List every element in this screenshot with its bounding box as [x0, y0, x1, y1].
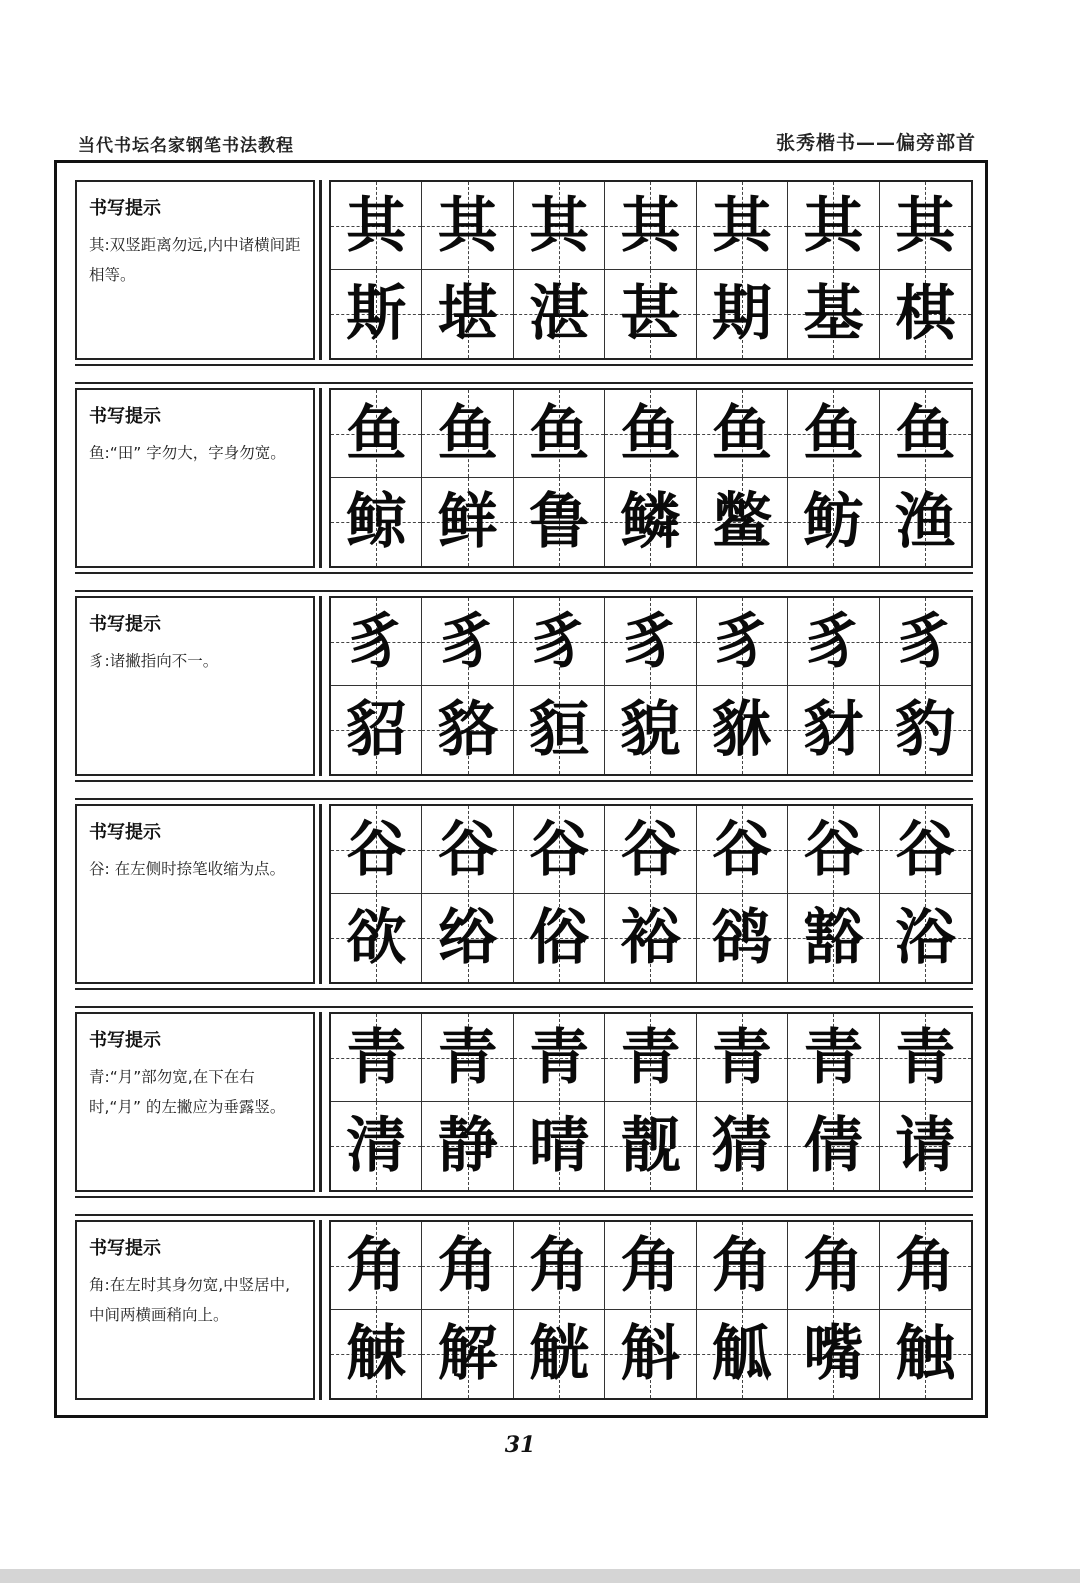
- character: 豸: [437, 606, 498, 677]
- character: 清: [346, 1111, 407, 1181]
- grid-cell: [880, 806, 971, 894]
- grid-cell: [422, 478, 513, 566]
- grid-cell: [880, 390, 971, 478]
- character-grid: [329, 1012, 973, 1192]
- character: 青: [346, 1022, 407, 1093]
- character: 青: [437, 1022, 498, 1093]
- character: 貉: [437, 695, 498, 765]
- tip-box: [75, 804, 315, 984]
- character: 倩: [803, 1111, 864, 1181]
- divider: [319, 804, 322, 984]
- divider: [319, 1220, 322, 1400]
- grid-cell: [422, 894, 513, 982]
- character: 角: [529, 1230, 590, 1301]
- character: 鱼: [529, 398, 590, 469]
- character-grid: [329, 180, 973, 360]
- grid-cell: [880, 1310, 971, 1398]
- grid-cell: [788, 1222, 879, 1310]
- grid-cell: [331, 182, 422, 270]
- divider: [319, 388, 322, 568]
- grid-cell: [880, 182, 971, 270]
- character: 谷: [529, 814, 590, 885]
- tip-title: 书写提示: [89, 1030, 161, 1051]
- grid-cell: [422, 686, 513, 774]
- practice-section: [75, 1220, 973, 1400]
- grid-cell: [605, 182, 696, 270]
- grid-cell: [697, 478, 788, 566]
- character: 斛: [620, 1319, 681, 1389]
- grid-cell: [788, 270, 879, 358]
- grid-cell: [422, 270, 513, 358]
- grid-cell: [697, 390, 788, 478]
- grid-cell: [514, 270, 605, 358]
- character: 静: [437, 1111, 498, 1181]
- tip-box: [75, 1012, 315, 1192]
- practice-section: [75, 596, 973, 776]
- tip-title: 书写提示: [89, 1238, 161, 1259]
- tip-text: 其:双竖距离勿远,内中诸横间距相等。: [89, 236, 301, 284]
- character: 青: [803, 1022, 864, 1093]
- grid-cell: [422, 1310, 513, 1398]
- tip-text: 豸:诸撇指向不一。: [89, 652, 219, 670]
- tip-box: [75, 388, 315, 568]
- grid-cell: [605, 1014, 696, 1102]
- grid-cell: [880, 270, 971, 358]
- character: 裕: [620, 903, 681, 973]
- character: 绤: [437, 903, 498, 973]
- character: 鳖: [711, 487, 772, 557]
- character: 其: [437, 190, 498, 261]
- grid-cell: [697, 1310, 788, 1398]
- grid-cell: [605, 598, 696, 686]
- character: 浴: [895, 903, 956, 973]
- character: 请: [895, 1111, 956, 1181]
- book-title: 当代书坛名家钢笔书法教程: [78, 136, 294, 156]
- section-gap: [75, 572, 973, 592]
- grid-cell: [514, 1222, 605, 1310]
- grid-cell: [697, 1014, 788, 1102]
- grid-cell: [697, 1102, 788, 1190]
- grid-cell: [788, 806, 879, 894]
- character: 觥: [529, 1319, 590, 1389]
- practice-section: [75, 180, 973, 360]
- character: 青: [711, 1022, 772, 1093]
- character: 渔: [895, 487, 956, 557]
- character: 斯: [346, 279, 407, 349]
- grid-cell: [605, 1222, 696, 1310]
- character: 豁: [803, 903, 864, 973]
- grid-cell: [422, 390, 513, 478]
- character: 鹆: [711, 903, 772, 973]
- character: 豹: [895, 695, 956, 765]
- section-gap: [75, 1196, 973, 1216]
- grid-cell: [331, 390, 422, 478]
- tip-box: [75, 596, 315, 776]
- grid-cell: [514, 1102, 605, 1190]
- tip-title: 书写提示: [89, 614, 161, 635]
- grid-cell: [697, 894, 788, 982]
- grid-cell: [788, 1014, 879, 1102]
- grid-cell: [331, 478, 422, 566]
- grid-cell: [605, 478, 696, 566]
- grid-cell: [788, 1102, 879, 1190]
- character: 豸: [711, 606, 772, 677]
- tip-title: 书写提示: [89, 822, 161, 843]
- tip-box: [75, 1220, 315, 1400]
- character: 貌: [620, 695, 681, 765]
- grid-cell: [880, 894, 971, 982]
- grid-cell: [605, 270, 696, 358]
- character: 觚: [711, 1319, 772, 1389]
- practice-section: [75, 804, 973, 984]
- character: 角: [711, 1230, 772, 1301]
- grid-cell: [697, 806, 788, 894]
- grid-cell: [514, 598, 605, 686]
- character: 角: [803, 1230, 864, 1301]
- character: 湛: [529, 279, 590, 349]
- tip-title: 书写提示: [89, 406, 161, 427]
- character: 其: [711, 190, 772, 261]
- tip-text: 鱼:“田” 字勿大，字身勿宽。: [89, 444, 286, 462]
- grid-cell: [331, 806, 422, 894]
- character: 其: [620, 190, 681, 261]
- character: 鲂: [803, 487, 864, 557]
- character: 靓: [620, 1111, 681, 1181]
- character: 豸: [895, 606, 956, 677]
- page-number: 31: [504, 1432, 536, 1458]
- grid-cell: [514, 686, 605, 774]
- character: 甚: [620, 279, 681, 349]
- tip-box: [75, 180, 315, 360]
- grid-cell: [422, 182, 513, 270]
- character: 俗: [529, 903, 590, 973]
- character-grid: [329, 388, 973, 568]
- grid-cell: [788, 182, 879, 270]
- character: 谷: [803, 814, 864, 885]
- grid-cell: [605, 1102, 696, 1190]
- scan-edge: [0, 1569, 1080, 1583]
- grid-cell: [605, 686, 696, 774]
- grid-cell: [697, 270, 788, 358]
- grid-cell: [422, 1222, 513, 1310]
- tip-title: 书写提示: [89, 198, 161, 219]
- practice-section: [75, 388, 973, 568]
- grid-cell: [788, 478, 879, 566]
- grid-cell: [331, 1014, 422, 1102]
- character: 豸: [346, 606, 407, 677]
- character: 谷: [437, 814, 498, 885]
- character: 貆: [529, 695, 590, 765]
- character: 堪: [437, 279, 498, 349]
- grid-cell: [605, 806, 696, 894]
- grid-cell: [605, 894, 696, 982]
- grid-cell: [880, 686, 971, 774]
- chapter-title: 张秀楷书——偏旁部首: [775, 132, 976, 154]
- grid-cell: [331, 1222, 422, 1310]
- grid-cell: [422, 598, 513, 686]
- character: 角: [346, 1230, 407, 1301]
- grid-cell: [422, 806, 513, 894]
- grid-cell: [788, 1310, 879, 1398]
- grid-cell: [788, 686, 879, 774]
- character: 棋: [895, 279, 956, 349]
- grid-cell: [514, 806, 605, 894]
- section-gap: [75, 988, 973, 1008]
- character: 青: [529, 1022, 590, 1093]
- grid-cell: [331, 686, 422, 774]
- character: 谷: [620, 814, 681, 885]
- grid-cell: [697, 182, 788, 270]
- character: 鱼: [346, 398, 407, 469]
- character: 角: [437, 1230, 498, 1301]
- character: 谷: [895, 814, 956, 885]
- character: 角: [895, 1230, 956, 1301]
- grid-cell: [422, 1014, 513, 1102]
- grid-cell: [788, 894, 879, 982]
- divider: [319, 1012, 322, 1192]
- divider: [319, 596, 322, 776]
- character: 鲁: [529, 487, 590, 557]
- grid-cell: [880, 478, 971, 566]
- character: 谷: [711, 814, 772, 885]
- grid-cell: [514, 1014, 605, 1102]
- character: 其: [803, 190, 864, 261]
- practice-section: [75, 1012, 973, 1192]
- character: 解: [437, 1319, 498, 1389]
- character: 貅: [711, 695, 772, 765]
- tip-text: 谷: 在左侧时捺笔收缩为点。: [89, 860, 286, 878]
- grid-cell: [331, 1310, 422, 1398]
- grid-cell: [331, 598, 422, 686]
- grid-cell: [331, 270, 422, 358]
- character: 鱼: [620, 398, 681, 469]
- grid-cell: [697, 1222, 788, 1310]
- grid-cell: [788, 390, 879, 478]
- grid-cell: [514, 478, 605, 566]
- character: 青: [620, 1022, 681, 1093]
- character: 谷: [346, 814, 407, 885]
- character: 觫: [346, 1319, 407, 1389]
- section-gap: [75, 364, 973, 384]
- character: 鱼: [803, 398, 864, 469]
- grid-cell: [880, 1102, 971, 1190]
- character: 其: [529, 190, 590, 261]
- character: 角: [620, 1230, 681, 1301]
- character: 青: [895, 1022, 956, 1093]
- character: 其: [346, 190, 407, 261]
- character: 鱼: [437, 398, 498, 469]
- character: 鳞: [620, 487, 681, 557]
- character: 豸: [803, 606, 864, 677]
- grid-cell: [605, 390, 696, 478]
- grid-cell: [514, 1310, 605, 1398]
- character: 欲: [346, 903, 407, 973]
- divider: [319, 180, 322, 360]
- section-gap: [75, 780, 973, 800]
- character: 其: [895, 190, 956, 261]
- character-grid: [329, 596, 973, 776]
- grid-cell: [880, 598, 971, 686]
- character: 鲸: [346, 487, 407, 557]
- grid-cell: [514, 182, 605, 270]
- grid-cell: [331, 1102, 422, 1190]
- grid-cell: [514, 390, 605, 478]
- page-frame: [54, 160, 988, 1418]
- character: 触: [895, 1319, 956, 1389]
- grid-cell: [331, 894, 422, 982]
- grid-cell: [422, 1102, 513, 1190]
- character: 鱼: [711, 398, 772, 469]
- character-grid: [329, 804, 973, 984]
- character: 晴: [529, 1111, 590, 1181]
- character: 豺: [803, 695, 864, 765]
- character: 期: [711, 279, 772, 349]
- character: 豸: [529, 606, 590, 677]
- character: 鲜: [437, 487, 498, 557]
- grid-cell: [880, 1014, 971, 1102]
- grid-cell: [880, 1222, 971, 1310]
- character: 嘴: [803, 1319, 864, 1389]
- character: 基: [803, 279, 864, 349]
- character-grid: [329, 1220, 973, 1400]
- grid-cell: [788, 598, 879, 686]
- tip-text: 角:在左时其身勿宽,中竖居中,中间两横画稍向上。: [89, 1276, 291, 1324]
- grid-cell: [697, 686, 788, 774]
- grid-cell: [605, 1310, 696, 1398]
- grid-cell: [514, 894, 605, 982]
- tip-text: 青:“月”部勿宽,在下在右时,“月” 的左撇应为垂露竖。: [89, 1068, 286, 1116]
- character: 鱼: [895, 398, 956, 469]
- character: 猜: [711, 1111, 772, 1181]
- grid-cell: [697, 598, 788, 686]
- character: 豸: [620, 606, 681, 677]
- character: 貂: [346, 695, 407, 765]
